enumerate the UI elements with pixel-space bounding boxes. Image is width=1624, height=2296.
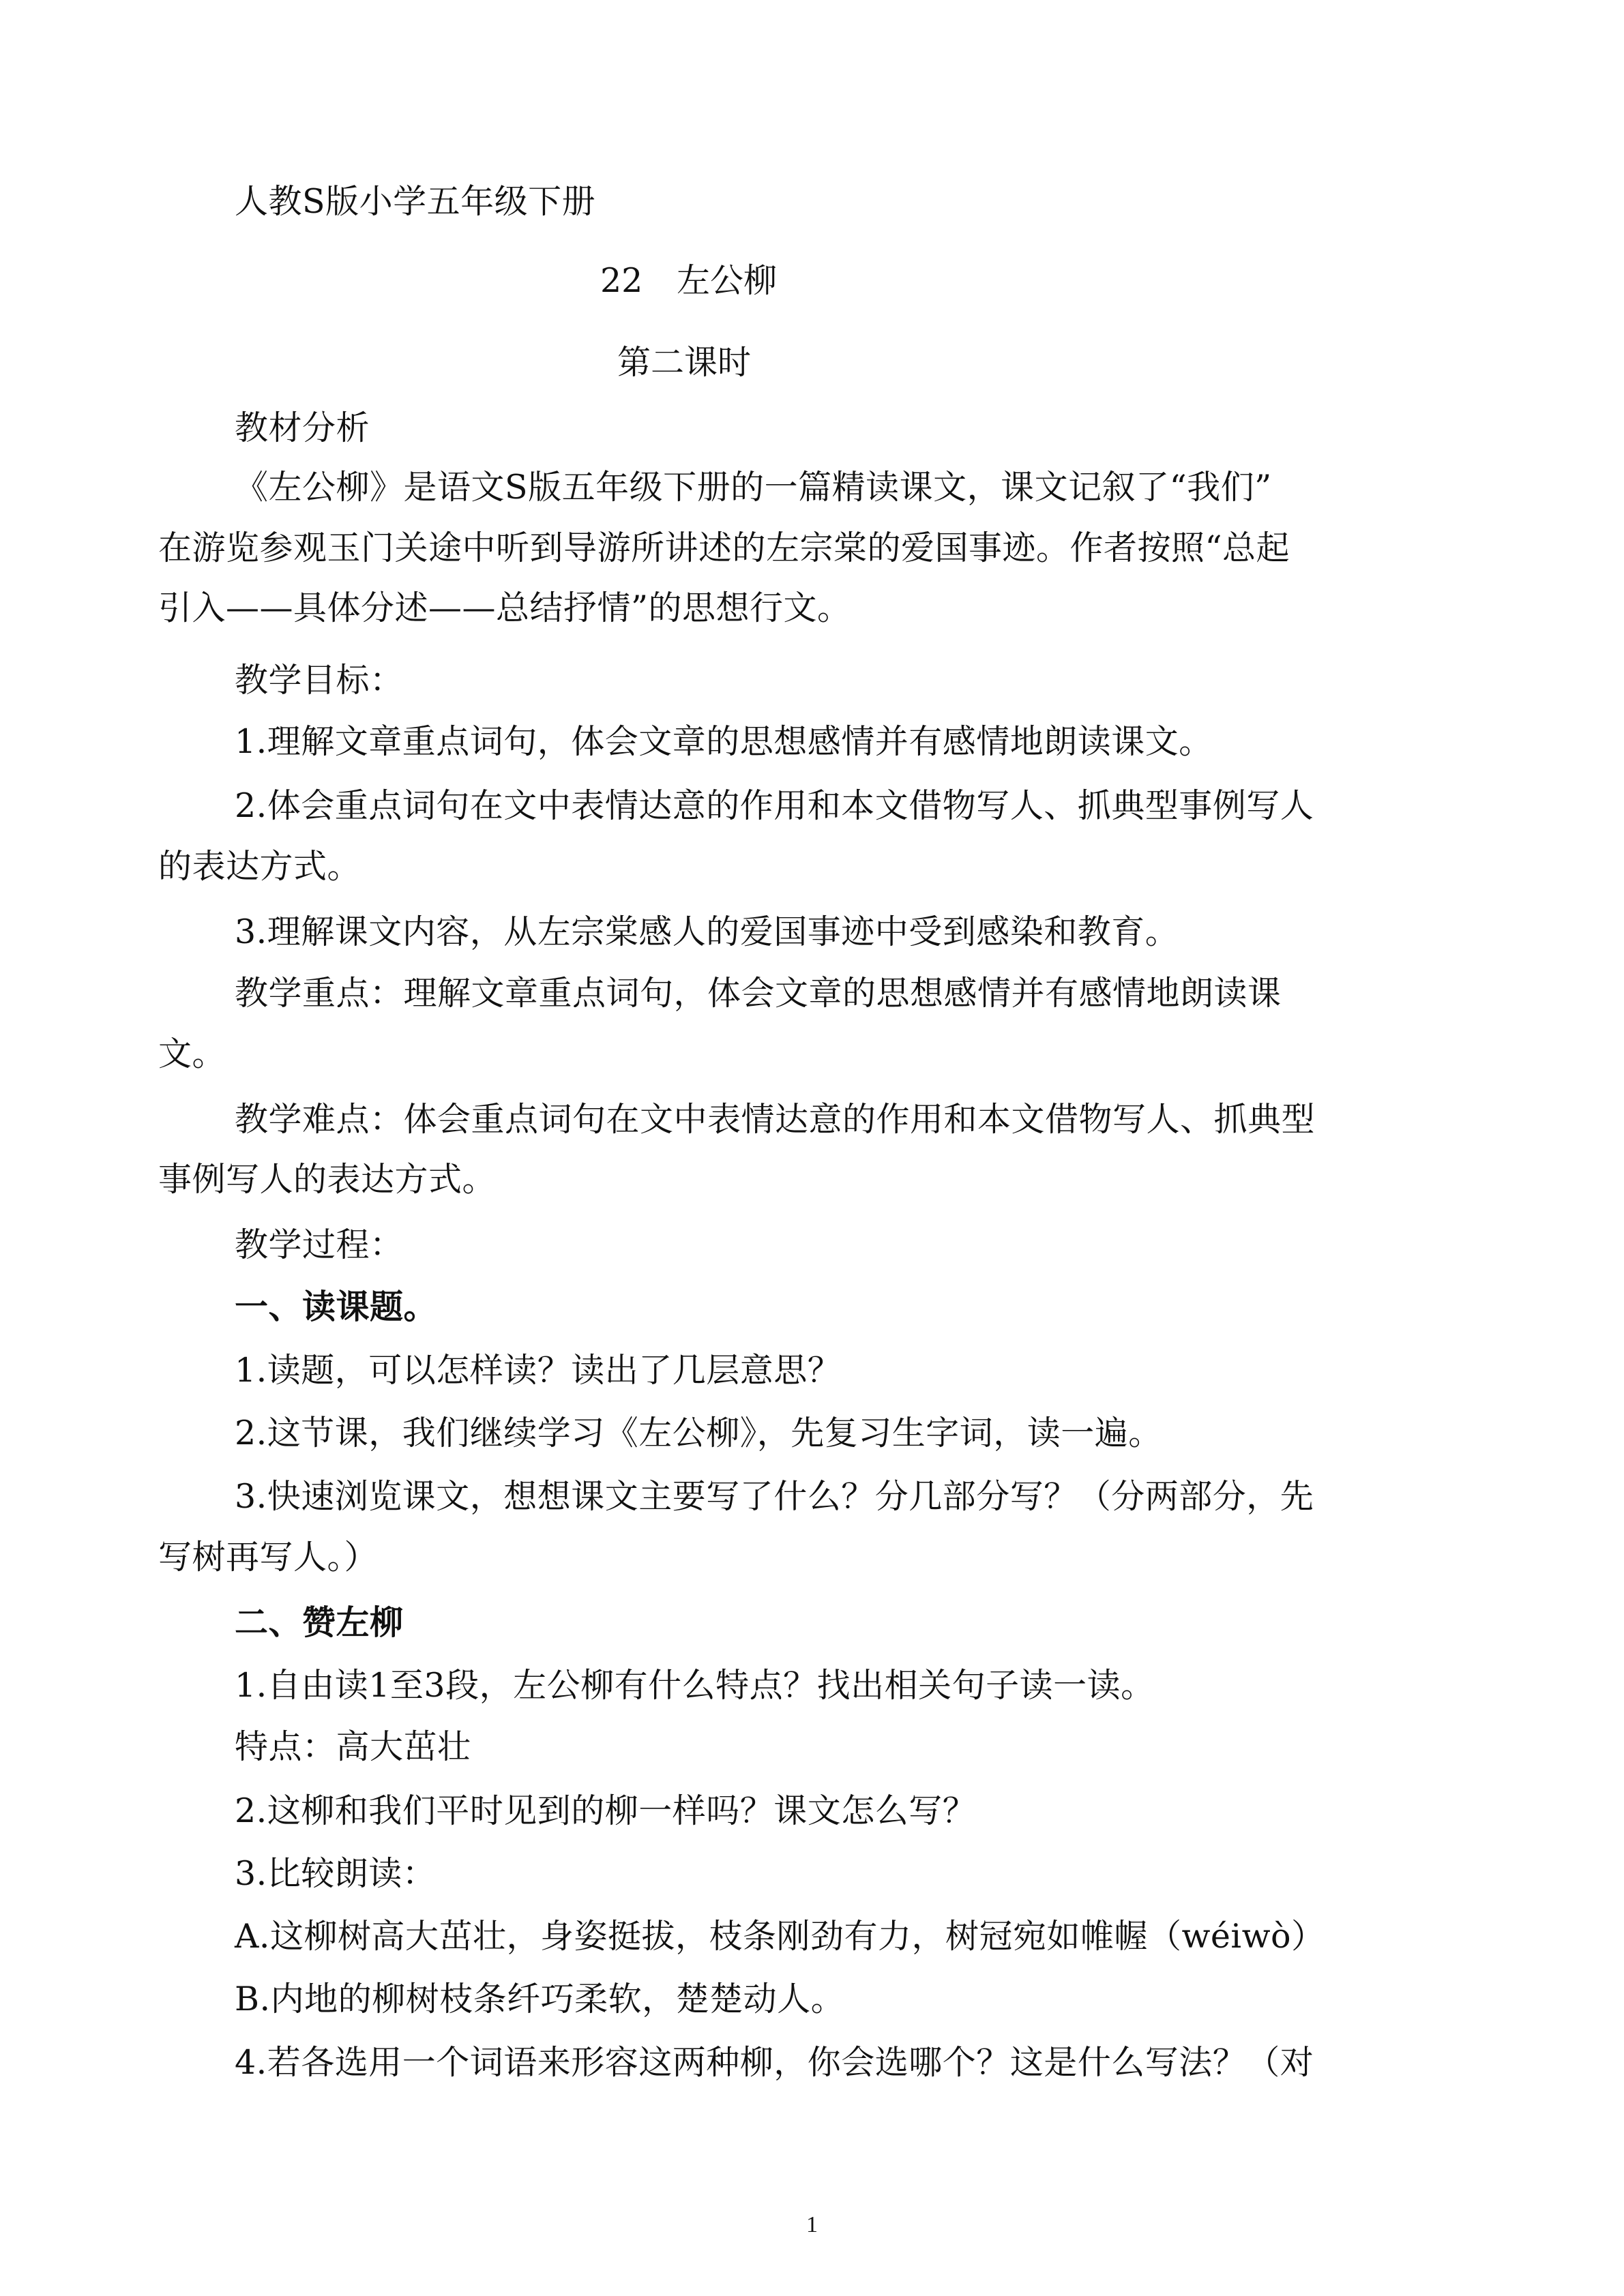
goal-item: 3.理解课文内容，从左宗棠感人的爱国事迹中受到感染和教育。	[235, 912, 1179, 951]
list-item: 4.若各选用一个词语来形容这两种柳，你会选哪个？这是什么写法？（对	[235, 2043, 1314, 2082]
list-item: 1.读题，可以怎样读？读出了几层意思？	[235, 1351, 842, 1390]
list-item: 1.自由读1至3段，左公柳有什么特点？找出相关句子读一读。	[235, 1666, 1155, 1705]
list-item: 2.这柳和我们平时见到的柳一样吗？课文怎么写？	[235, 1791, 977, 1830]
analysis-line: 在游览参观玉门关途中听到导游所讲述的左宗棠的爱国事迹。作者按照“总起	[158, 528, 1290, 567]
key-point: 教学重点：理解文章重点词句，体会文章的思想感情并有感情地朗读课	[235, 974, 1282, 1013]
analysis-line: 引入——具体分述——总结抒情”的思想行文。	[158, 588, 851, 627]
section-heading: 二、赞左柳	[235, 1602, 404, 1642]
list-item-continuation: 写树再写人。）	[158, 1538, 379, 1577]
list-item: 特点：高大茁壮	[235, 1727, 471, 1766]
list-item: 3.快速浏览课文，想想课文主要写了什么？分几部分写？（分两部分，先	[235, 1477, 1314, 1516]
goal-item: 1.理解文章重点词句，体会文章的思想感情并有感情地朗读课文。	[235, 722, 1213, 761]
analysis-heading: 教材分析	[235, 408, 370, 447]
goals-heading: 教学目标：	[235, 661, 404, 700]
goal-item-continuation: 的表达方式。	[158, 847, 361, 886]
section-heading: 一、读课题。	[235, 1287, 438, 1326]
list-item: 3.比较朗读：	[235, 1854, 437, 1893]
list-item: A.这柳树高大茁壮，身姿挺拔，枝条刚劲有力，树冠宛如帷幄（wéiwò）	[235, 1917, 1325, 1956]
list-item: B.内地的柳树枝条纤巧柔软，楚楚动人。	[235, 1980, 845, 2018]
process-heading: 教学过程：	[235, 1225, 404, 1264]
list-item: 2.这节课，我们继续学习《左公柳》，先复习生字词，读一遍。	[235, 1414, 1162, 1452]
analysis-line: 《左公柳》是语文S版五年级下册的一篇精读课文，课文记叙了“我们”	[235, 468, 1272, 507]
page-number: 1	[806, 2212, 818, 2237]
lesson-title: 左公柳	[677, 261, 778, 300]
goal-item: 2.体会重点词句在文中表情达意的作用和本文借物写人、抓典型事例写人	[235, 786, 1314, 825]
difficulty-continuation: 事例写人的表达方式。	[158, 1160, 497, 1199]
key-point-continuation: 文。	[158, 1034, 226, 1073]
textbook-title: 人教S版小学五年级下册	[235, 182, 596, 221]
lesson-number: 22	[600, 261, 643, 300]
difficulty: 教学难点：体会重点词句在文中表情达意的作用和本文借物写人、抓典型	[235, 1100, 1316, 1139]
session-title: 第二课时	[617, 343, 752, 382]
